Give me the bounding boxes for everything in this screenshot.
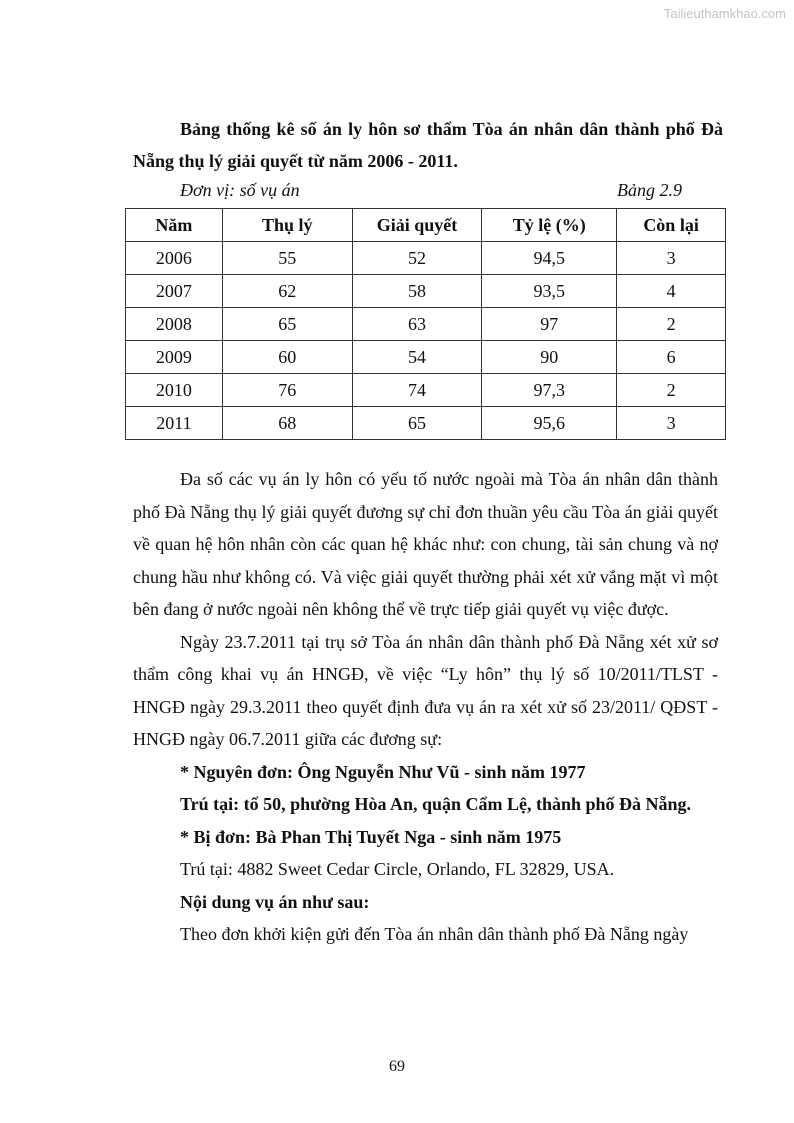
table-row: [126, 308, 726, 341]
cell-resolved: 58: [352, 275, 482, 308]
table-row: [126, 374, 726, 407]
cell-accepted: 60: [222, 341, 352, 374]
table-header-row: [126, 209, 726, 242]
defendant-address: Trú tại: 4882 Sweet Cedar Circle, Orlando, FL 32829, USA.: [180, 859, 615, 879]
cell-accepted: 62: [222, 275, 352, 308]
table-number-caption: Bảng 2.9: [617, 180, 682, 200]
cell-remaining: 6: [617, 341, 726, 374]
plaintiff-line: * Nguyên đơn: Ông Nguyễn Như Vũ - sinh năm 1977: [180, 761, 586, 782]
body-text: [133, 463, 718, 951]
cell-remaining: 2: [617, 374, 726, 407]
cell-remaining: 2: [617, 308, 726, 341]
cell-year: 2006: [126, 242, 223, 275]
table-row: [126, 407, 726, 440]
table-row: [126, 242, 726, 275]
cell-accepted: 68: [222, 407, 352, 440]
table-row: [126, 275, 726, 308]
cell-year: 2011: [126, 407, 223, 440]
plaintiff-address: Trú tại: tổ 50, phường Hòa An, quận Cẩm Lệ, thành phố Đà Nẵng.: [180, 794, 692, 814]
cell-resolved: 54: [352, 341, 482, 374]
column-header-resolved: Giải quyết: [352, 209, 482, 242]
cell-accepted: 76: [222, 374, 352, 407]
cell-year: 2009: [126, 341, 223, 374]
cell-remaining: 3: [617, 407, 726, 440]
cell-rate: 93,5: [482, 275, 617, 308]
defendant-line: * Bị đơn: Bà Phan Thị Tuyết Nga - sinh năm 1975: [180, 826, 562, 847]
cell-remaining: 4: [617, 275, 726, 308]
table-row: [126, 341, 726, 374]
cell-accepted: 55: [222, 242, 352, 275]
page-number: 69: [389, 1058, 405, 1075]
cell-year: 2008: [126, 308, 223, 341]
cell-remaining: 3: [617, 242, 726, 275]
watermark: Tailieuthamkhao.com: [663, 6, 786, 21]
cell-year: 2010: [126, 374, 223, 407]
column-header-remaining: Còn lại: [617, 209, 726, 242]
cell-resolved: 74: [352, 374, 482, 407]
table-unit-caption: Đơn vị: số vụ án: [180, 180, 300, 200]
paragraph-lawsuit: Theo đơn khởi kiện gửi đến Tòa án nhân dân thành phố Đà Nẵng ngày: [180, 924, 689, 944]
cell-rate: 94,5: [482, 242, 617, 275]
cell-rate: 95,6: [482, 407, 617, 440]
cell-resolved: 65: [352, 407, 482, 440]
cell-rate: 97: [482, 308, 617, 341]
column-header-rate: Tỷ lệ (%): [482, 209, 617, 242]
statistics-table: [125, 208, 726, 440]
cell-rate: 90: [482, 341, 617, 374]
paragraph-divorce-cases: Đa số các vụ án ly hôn có yếu tố nước ngoài mà Tòa án nhân dân thành phố Đà Nẵng thụ lý giải quyết đương sự chỉ đơn thuần yêu cầu Tòa án giải quyết về quan hệ hôn nhân còn các quan hệ khác như: con chung, tài sản chung và nợ chung hầu như không có. Và việc giải quyết thường phải xét xử vắng mặt vì một bên đang ở nước ngoài nên không thể về trực tiếp giải quyết vụ việc được.: [133, 469, 718, 619]
case-content-heading: Nội dung vụ án như sau:: [180, 891, 370, 912]
table-title: Bảng thống kê số án ly hôn sơ thẩm Tòa án nhân dân thành phố Đà Nẵng thụ lý giải quyết từ năm 2006 - 2011.: [133, 119, 723, 171]
cell-resolved: 63: [352, 308, 482, 341]
cell-resolved: 52: [352, 242, 482, 275]
paragraph-trial-info: Ngày 23.7.2011 tại trụ sở Tòa án nhân dân thành phố Đà Nẵng xét xử sơ thẩm công khai vụ án HNGĐ, về việc “Ly hôn” thụ lý số 10/2011/TLST - HNGĐ ngày 29.3.2011 theo quyết định đưa vụ án ra xét xử số 23/2011/ QĐST - HNGĐ ngày 06.7.2011 giữa các đương sự:: [133, 631, 718, 749]
cell-accepted: 65: [222, 308, 352, 341]
cell-year: 2007: [126, 275, 223, 308]
cell-rate: 97,3: [482, 374, 617, 407]
column-header-year: Năm: [126, 209, 223, 242]
column-header-accepted: Thụ lý: [222, 209, 352, 242]
